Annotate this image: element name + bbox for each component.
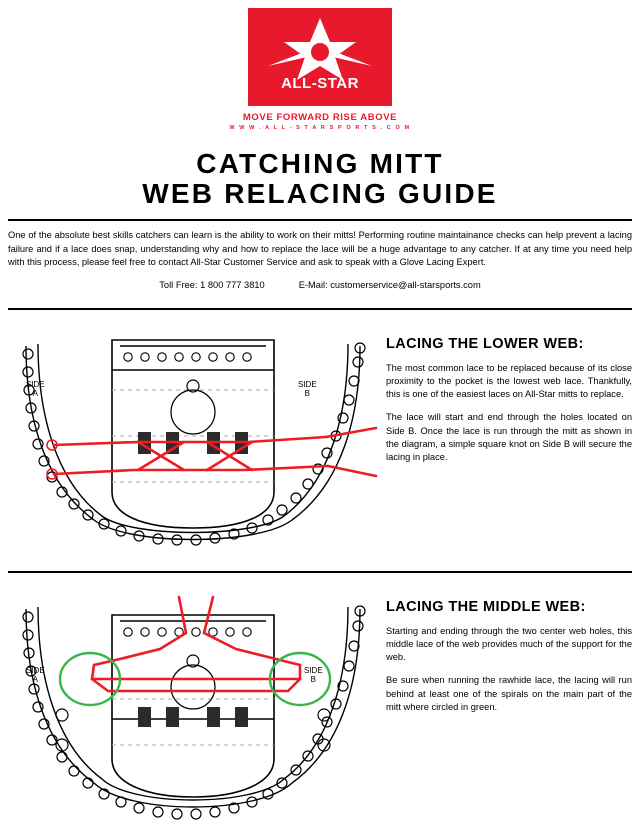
mitt-diagram-middle bbox=[8, 587, 378, 837]
contact-row bbox=[0, 270, 640, 298]
section-middle-web bbox=[0, 573, 640, 837]
middle-side-b-label: SIDE B bbox=[304, 665, 323, 684]
page-title bbox=[0, 149, 640, 209]
mitt-diagram-lower bbox=[8, 324, 378, 559]
lower-web-text bbox=[378, 324, 632, 559]
lower-web-paragraph-2: The lace will start and end through the holes located on Side B. Once the lace is run through the mitt as shown in the diagram, a simple square knot on Side B will secure the lacing in place. bbox=[386, 412, 632, 462]
middle-side-a-label: SIDE A bbox=[26, 665, 45, 684]
contact-phone: Toll Free: 1 800 777 3810 bbox=[159, 279, 265, 290]
middle-web-text bbox=[378, 587, 632, 837]
star-icon bbox=[260, 16, 380, 80]
brand-logo bbox=[0, 0, 640, 131]
section-lower-web bbox=[0, 310, 640, 559]
title-line-2: WEB RELACING GUIDE bbox=[142, 178, 498, 210]
lower-side-b-label: SIDE B bbox=[298, 379, 317, 398]
middle-web-paragraph-2: Be sure when running the rawhide lace, the lacing will run behind at least one of the spirals on the main part of the mitt where circled in green. bbox=[386, 675, 632, 712]
lower-web-heading: LACING THE LOWER WEB: bbox=[386, 335, 584, 352]
middle-web-diagram bbox=[8, 587, 378, 837]
lower-web-diagram bbox=[8, 324, 378, 559]
logo-wordmark: ALL-STAR bbox=[281, 75, 359, 92]
middle-web-heading: LACING THE MIDDLE WEB: bbox=[386, 598, 586, 615]
middle-web-paragraph-1: Starting and ending through the two center web holes, this middle lace of the web provides much of the support for the web. bbox=[386, 625, 632, 663]
lower-side-a-label: SIDE A bbox=[26, 379, 45, 398]
lower-web-paragraph-1: The most common lace to be replaced because of its close proximity to the pocket is the lowest web lace. Thankfully, this is one of the easiest laces on All-Star mitts to replace. bbox=[386, 362, 632, 400]
contact-email: E-Mail: customerservice@all-starsports.com bbox=[298, 279, 481, 290]
logo-tagline: MOVE FORWARD RISE ABOVE bbox=[242, 112, 398, 123]
logo-badge bbox=[248, 8, 392, 106]
logo-url: W W W . A L L - S T A R S P O R T S . C O M bbox=[229, 125, 411, 131]
title-line-1: CATCHING MITT bbox=[196, 148, 444, 179]
intro-paragraph: One of the absolute best skills catchers can learn is the ability to work on their mitts! Performing routine maintainance checks can help prevent a lacing failure and if a lace does snap, understanding why and how to replace the lace will be a huge advantage to any catcher. If at any time you need help with this process, please feel free to contact All-Star Customer Service and ask to speak with a Glove Lacing Expert. bbox=[8, 230, 632, 268]
